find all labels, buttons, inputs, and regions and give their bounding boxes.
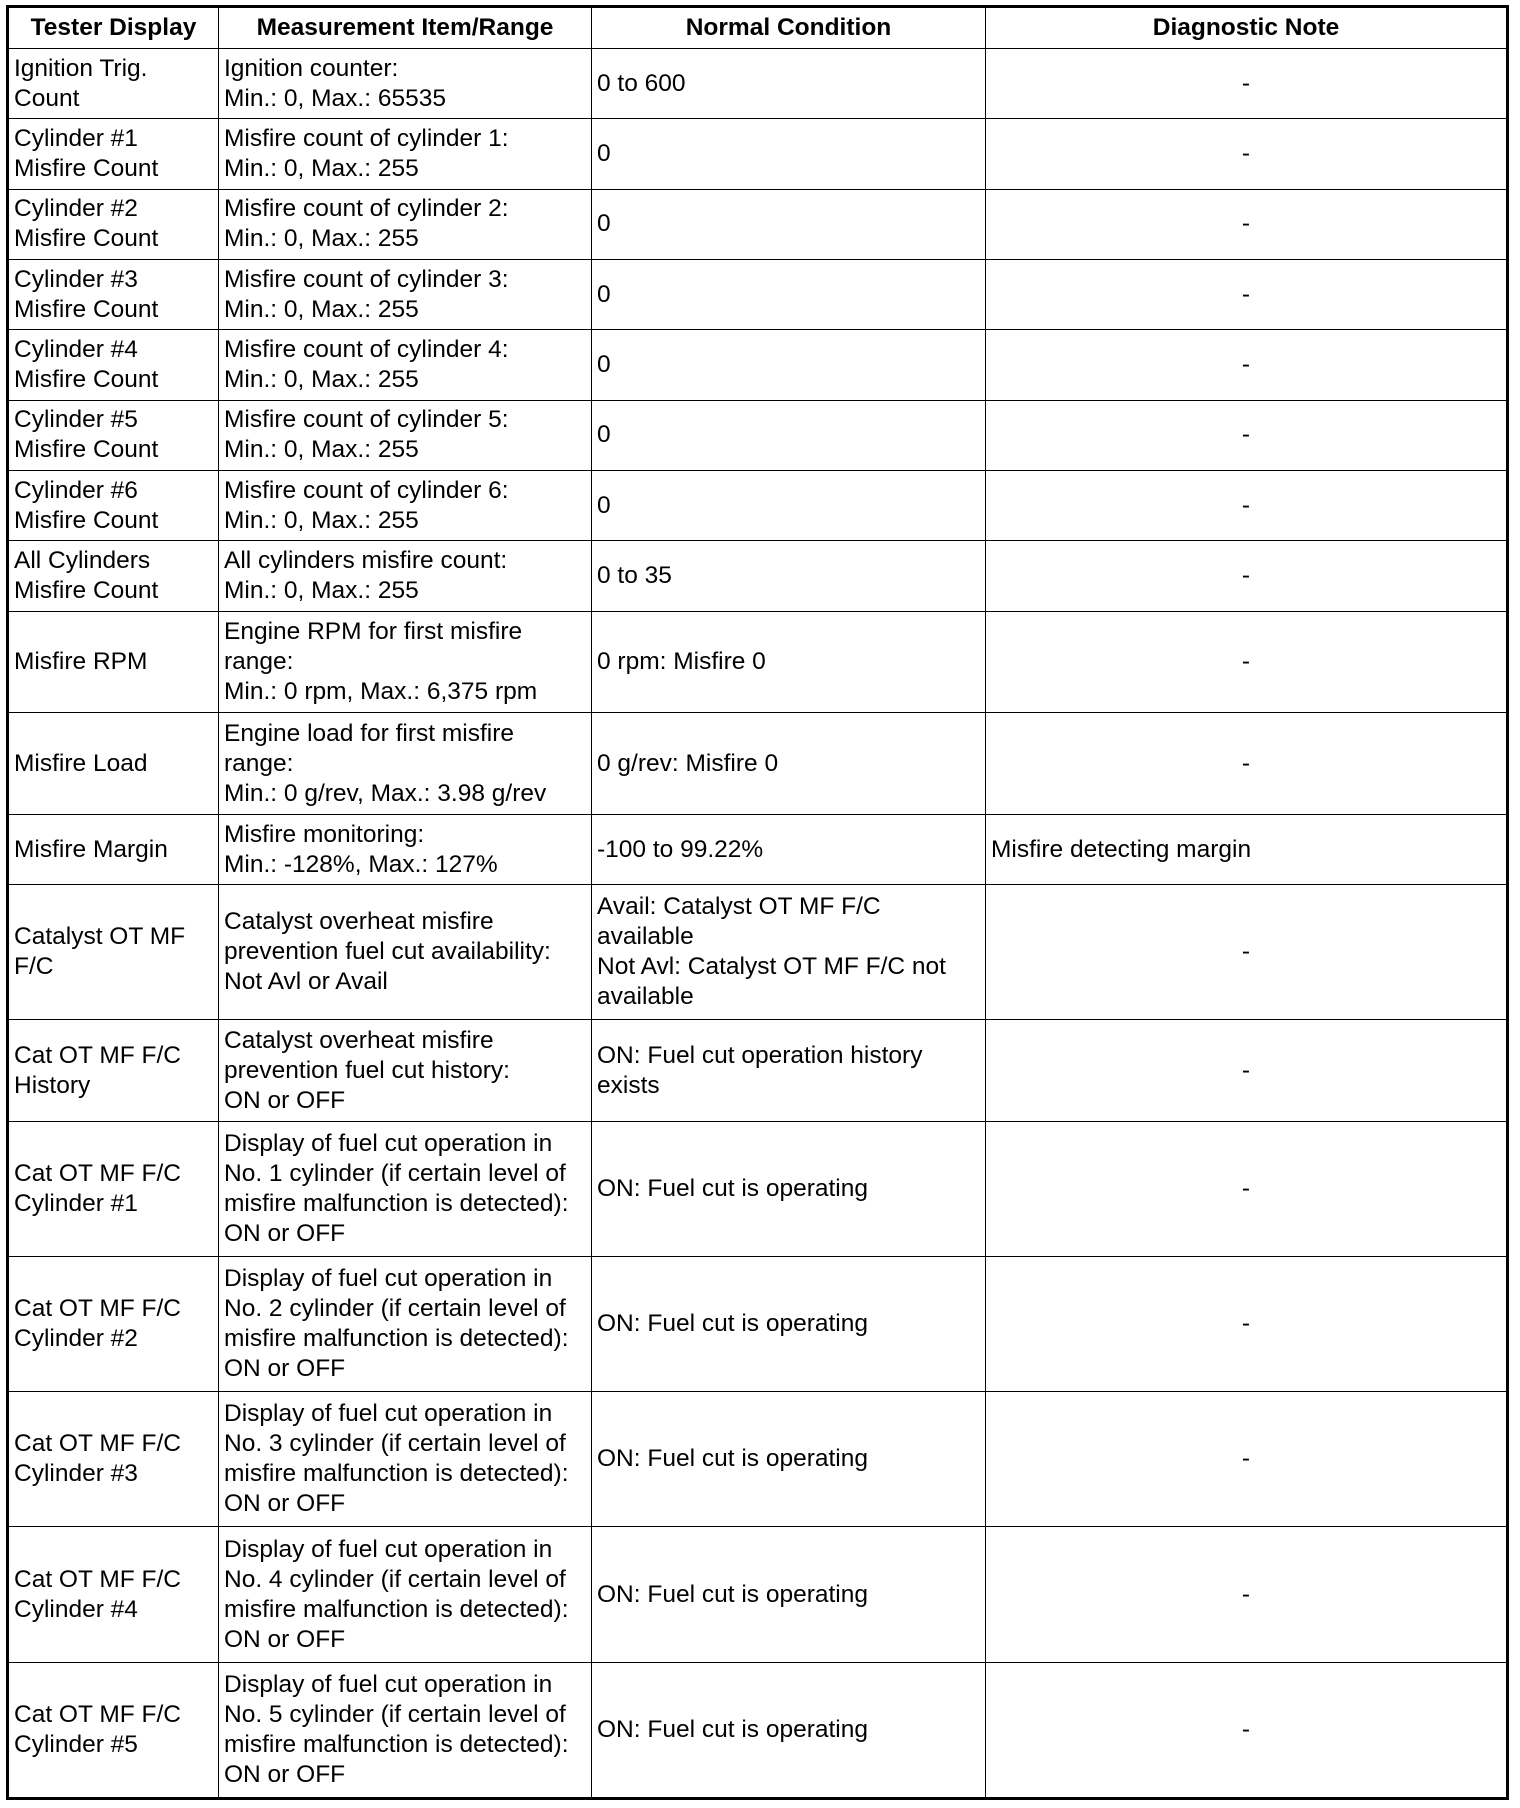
measurement-item-line: Min.: 0, Max.: 255 (224, 506, 419, 534)
table-row (8, 119, 1508, 189)
tester-display-line: Catalyst OT MF (14, 923, 186, 951)
measurement-item-cell (219, 1020, 592, 1122)
measurement-item-line: Display of fuel cut operation in (224, 1670, 553, 1698)
normal-condition-cell (592, 541, 986, 611)
tester-display-line: Cat OT MF F/C (14, 1700, 181, 1728)
table-row (8, 1527, 1508, 1662)
measurement-item-line: misfire malfunction is detected): (224, 1190, 569, 1218)
measurement-item-cell (219, 1257, 592, 1392)
measurement-item-cell (219, 189, 592, 259)
normal-condition-cell (592, 1020, 986, 1122)
normal-condition-line: available (597, 983, 694, 1011)
tester-display-line: Cylinder #5 (14, 406, 138, 434)
measurement-item-line: misfire malfunction is detected): (224, 1730, 569, 1758)
measurement-item-cell (219, 119, 592, 189)
table-row (8, 189, 1508, 259)
tester-display-line: Cylinder #2 (14, 1325, 138, 1353)
measurement-item-cell (219, 713, 592, 815)
measurement-item-cell (219, 260, 592, 330)
measurement-item-line: misfire malfunction is detected): (224, 1325, 569, 1353)
tester-display-cell (8, 1020, 219, 1122)
measurement-item-line: No. 5 cylinder (if certain level of (224, 1700, 566, 1728)
diagnostic-note-cell: - (986, 400, 1508, 470)
table-row (8, 885, 1508, 1020)
diagnostic-note-cell: - (986, 1257, 1508, 1392)
tester-display-line: Misfire Count (14, 225, 159, 253)
measurement-item-line: Engine RPM for first misfire (224, 618, 523, 646)
normal-condition-cell (592, 189, 986, 259)
measurement-item-line: ON or OFF (224, 1086, 346, 1114)
measurement-item-line: prevention fuel cut history: (224, 1056, 510, 1084)
normal-condition-line: available (597, 923, 694, 951)
normal-condition-line: ON: Fuel cut operation history (597, 1041, 923, 1069)
measurement-item-line: All cylinders misfire count: (224, 547, 508, 575)
measurement-item-line: No. 2 cylinder (if certain level of (224, 1295, 566, 1323)
tester-display-line: Misfire Count (14, 155, 159, 183)
normal-condition-line: ON: Fuel cut is operating (597, 1715, 868, 1743)
normal-condition-line: exists (597, 1071, 660, 1099)
measurement-item-line: prevention fuel cut availability: (224, 938, 551, 966)
diagnostic-note-cell: - (986, 1527, 1508, 1662)
tester-display-cell (8, 541, 219, 611)
measurement-item-line: Min.: 0, Max.: 255 (224, 225, 419, 253)
tester-display-cell (8, 1527, 219, 1662)
normal-condition-line: ON: Fuel cut is operating (597, 1445, 868, 1473)
tester-display-cell (8, 713, 219, 815)
measurement-item-line: Misfire count of cylinder 2: (224, 195, 509, 223)
diagnostic-note-cell: - (986, 189, 1508, 259)
tester-display-cell (8, 400, 219, 470)
normal-condition-cell (592, 1122, 986, 1257)
normal-condition-line: 0 (597, 351, 611, 379)
tester-display-line: Misfire Count (14, 436, 159, 464)
table-row (8, 400, 1508, 470)
measurement-item-cell (219, 1662, 592, 1798)
tester-display-line: Cylinder #4 (14, 1595, 138, 1623)
measurement-item-line: Misfire monitoring: (224, 820, 425, 848)
tester-display-cell (8, 330, 219, 400)
tester-display-line: Cylinder #6 (14, 476, 138, 504)
normal-condition-cell (592, 713, 986, 815)
measurement-item-line: range: (224, 648, 294, 676)
tester-display-line: Cat OT MF F/C (14, 1295, 181, 1323)
measurement-item-line: No. 3 cylinder (if certain level of (224, 1430, 566, 1458)
tester-display-line: Cylinder #2 (14, 195, 138, 223)
measurement-item-line: ON or OFF (224, 1625, 346, 1653)
diagnostic-note-cell: - (986, 119, 1508, 189)
normal-condition-line: 0 rpm: Misfire 0 (597, 648, 766, 676)
normal-condition-line: 0 to 35 (597, 562, 672, 590)
header-normal-condition: Normal Condition (592, 7, 986, 49)
normal-condition-line: ON: Fuel cut is operating (597, 1310, 868, 1338)
measurement-item-line: No. 4 cylinder (if certain level of (224, 1565, 566, 1593)
tester-display-line: Cylinder #1 (14, 1190, 138, 1218)
measurement-item-line: Misfire count of cylinder 4: (224, 336, 509, 364)
tester-display-cell (8, 1392, 219, 1527)
normal-condition-line: 0 to 600 (597, 69, 686, 97)
tester-display-line: Cat OT MF F/C (14, 1565, 181, 1593)
measurement-item-line: Display of fuel cut operation in (224, 1130, 553, 1158)
table-row (8, 330, 1508, 400)
diagnostic-note-cell: - (986, 885, 1508, 1020)
tester-display-cell (8, 189, 219, 259)
header-measurement-item-range: Measurement Item/Range (219, 7, 592, 49)
tester-display-cell (8, 119, 219, 189)
diagnostic-note-cell: - (986, 1662, 1508, 1798)
normal-condition-line: 0 (597, 491, 611, 519)
diagnostic-note-cell: - (986, 541, 1508, 611)
tester-display-cell (8, 1257, 219, 1392)
measurement-item-cell (219, 330, 592, 400)
table-row (8, 1662, 1508, 1798)
tester-display-line: Cat OT MF F/C (14, 1430, 181, 1458)
measurement-item-line: Display of fuel cut operation in (224, 1265, 553, 1293)
tester-display-line: Cat OT MF F/C (14, 1160, 181, 1188)
normal-condition-cell (592, 1662, 986, 1798)
tester-display-cell (8, 885, 219, 1020)
measurement-item-cell (219, 1527, 592, 1662)
table-row (8, 611, 1508, 713)
measurement-item-line: Misfire count of cylinder 5: (224, 406, 509, 434)
measurement-item-line: Min.: -128%, Max.: 127% (224, 850, 498, 878)
measurement-item-cell (219, 400, 592, 470)
measurement-item-line: Min.: 0, Max.: 255 (224, 295, 419, 323)
measurement-item-cell (219, 471, 592, 541)
tester-display-line: F/C (14, 953, 54, 981)
tester-display-line: Cylinder #3 (14, 1460, 138, 1488)
header-diagnostic-note: Diagnostic Note (986, 7, 1508, 49)
table-row (8, 471, 1508, 541)
measurement-item-line: Min.: 0 rpm, Max.: 6,375 rpm (224, 678, 538, 706)
measurement-item-line: Not Avl or Avail (224, 968, 388, 996)
tester-display-line: All Cylinders (14, 547, 151, 575)
measurement-item-cell (219, 885, 592, 1020)
measurement-item-line: Min.: 0, Max.: 255 (224, 366, 419, 394)
measurement-item-line: Min.: 0, Max.: 255 (224, 577, 419, 605)
table-row (8, 1020, 1508, 1122)
table-header-row (8, 7, 1508, 49)
normal-condition-cell (592, 400, 986, 470)
normal-condition-cell (592, 260, 986, 330)
normal-condition-cell (592, 885, 986, 1020)
tester-display-cell (8, 1662, 219, 1798)
tester-display-cell (8, 815, 219, 885)
measurement-item-cell (219, 611, 592, 713)
table-row (8, 541, 1508, 611)
tester-display-line: Misfire Count (14, 577, 159, 605)
measurement-item-line: Misfire count of cylinder 6: (224, 476, 509, 504)
normal-condition-line: Avail: Catalyst OT MF F/C (597, 893, 881, 921)
normal-condition-cell (592, 49, 986, 119)
table-row (8, 713, 1508, 815)
tester-display-line: Misfire Count (14, 506, 159, 534)
measurement-item-line: ON or OFF (224, 1220, 346, 1248)
measurement-item-line: Min.: 0, Max.: 255 (224, 436, 419, 464)
normal-condition-cell (592, 1257, 986, 1392)
normal-condition-cell (592, 1392, 986, 1527)
diagnostic-note-cell: - (986, 49, 1508, 119)
measurement-item-line: ON or OFF (224, 1355, 346, 1383)
measurement-item-line: misfire malfunction is detected): (224, 1595, 569, 1623)
diagnostic-note-cell: - (986, 330, 1508, 400)
measurement-item-line: ON or OFF (224, 1490, 346, 1518)
table-row (8, 1392, 1508, 1527)
tester-display-line: Misfire Margin (14, 835, 168, 863)
data-list-table (6, 5, 1509, 1800)
normal-condition-line: 0 g/rev: Misfire 0 (597, 749, 779, 777)
normal-condition-cell (592, 1527, 986, 1662)
tester-display-line: Misfire Count (14, 295, 159, 323)
normal-condition-cell (592, 815, 986, 885)
tester-display-line: Cat OT MF F/C (14, 1041, 181, 1069)
measurement-item-line: range: (224, 749, 294, 777)
normal-condition-line: 0 (597, 280, 611, 308)
measurement-item-line: Min.: 0, Max.: 255 (224, 155, 419, 183)
normal-condition-line: 0 (597, 421, 611, 449)
diagnostic-note-cell: - (986, 611, 1508, 713)
measurement-item-cell (219, 815, 592, 885)
tester-display-line: History (14, 1071, 91, 1099)
table-row (8, 1257, 1508, 1392)
header-tester-display: Tester Display (8, 7, 219, 49)
tester-display-cell (8, 1122, 219, 1257)
diagnostic-note-cell: - (986, 471, 1508, 541)
normal-condition-cell (592, 611, 986, 713)
tester-display-line: Cylinder #5 (14, 1730, 138, 1758)
tester-display-line: Cylinder #1 (14, 125, 138, 153)
tester-display-cell (8, 611, 219, 713)
normal-condition-cell (592, 471, 986, 541)
measurement-item-line: Ignition counter: (224, 54, 399, 82)
normal-condition-cell (592, 119, 986, 189)
diagnostic-note-cell: - (986, 1020, 1508, 1122)
diagnostic-note-cell: - (986, 260, 1508, 330)
tester-display-line: Count (14, 84, 80, 112)
measurement-item-line: No. 1 cylinder (if certain level of (224, 1160, 566, 1188)
tester-display-cell (8, 49, 219, 119)
measurement-item-line: Misfire count of cylinder 3: (224, 265, 509, 293)
measurement-item-line: Catalyst overheat misfire (224, 908, 494, 936)
table-row (8, 815, 1508, 885)
tester-display-line: Cylinder #4 (14, 336, 138, 364)
normal-condition-cell (592, 330, 986, 400)
measurement-item-line: Misfire count of cylinder 1: (224, 125, 509, 153)
tester-display-line: Misfire Count (14, 366, 159, 394)
measurement-item-cell (219, 49, 592, 119)
measurement-item-cell (219, 1122, 592, 1257)
measurement-item-line: ON or OFF (224, 1760, 346, 1788)
normal-condition-line: Not Avl: Catalyst OT MF F/C not (597, 953, 946, 981)
diagnostic-note-cell: - (986, 713, 1508, 815)
measurement-item-cell (219, 541, 592, 611)
measurement-item-line: Display of fuel cut operation in (224, 1400, 553, 1428)
table-row (8, 49, 1508, 119)
measurement-item-cell (219, 1392, 592, 1527)
measurement-item-line: Engine load for first misfire (224, 719, 515, 747)
normal-condition-line: 0 (597, 140, 611, 168)
table-row (8, 260, 1508, 330)
tester-display-line: Ignition Trig. (14, 54, 148, 82)
measurement-item-line: Min.: 0, Max.: 65535 (224, 84, 446, 112)
tester-display-line: Misfire RPM (14, 648, 148, 676)
table-body (8, 49, 1508, 1799)
table-row (8, 1122, 1508, 1257)
tester-display-cell (8, 471, 219, 541)
tester-display-line: Cylinder #3 (14, 265, 138, 293)
diagnostic-note-cell: - (986, 1392, 1508, 1527)
normal-condition-line: ON: Fuel cut is operating (597, 1175, 868, 1203)
normal-condition-line: 0 (597, 210, 611, 238)
measurement-item-line: misfire malfunction is detected): (224, 1460, 569, 1488)
normal-condition-line: ON: Fuel cut is operating (597, 1580, 868, 1608)
measurement-item-line: Display of fuel cut operation in (224, 1535, 553, 1563)
normal-condition-line: -100 to 99.22% (597, 835, 764, 863)
diagnostic-note-cell: Misfire detecting margin (986, 815, 1508, 885)
tester-display-cell (8, 260, 219, 330)
diagnostic-note-cell: - (986, 1122, 1508, 1257)
tester-display-line: Misfire Load (14, 749, 148, 777)
measurement-item-line: Catalyst overheat misfire (224, 1026, 494, 1054)
measurement-item-line: Min.: 0 g/rev, Max.: 3.98 g/rev (224, 779, 547, 807)
